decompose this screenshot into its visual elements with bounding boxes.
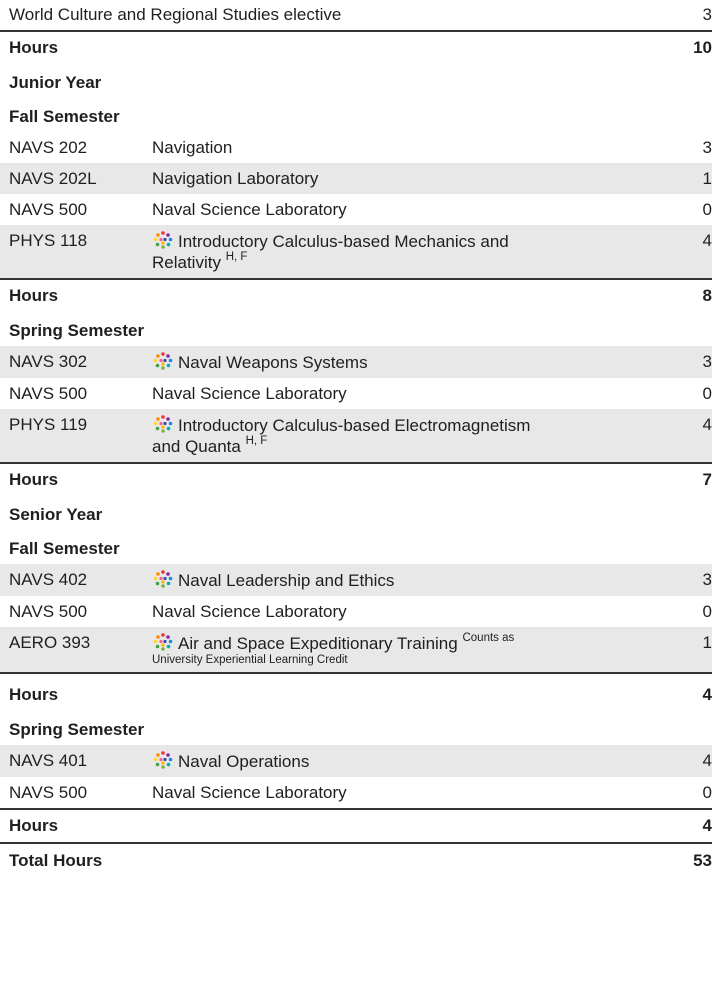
hours-value: 7 bbox=[672, 463, 712, 496]
course-hours: 4 bbox=[672, 225, 712, 279]
course-hours: 0 bbox=[702, 384, 712, 403]
campus-engagement-icon bbox=[152, 230, 174, 250]
course-code-link[interactable]: NAVS 500 bbox=[9, 200, 88, 219]
course-hours: 3 bbox=[702, 5, 712, 24]
course-code-link[interactable]: NAVS 500 bbox=[9, 384, 88, 403]
experiential-learning-note: Counts as bbox=[462, 632, 515, 645]
course-hours: 3 bbox=[672, 564, 712, 596]
course-title: Naval Weapons Systems bbox=[145, 346, 672, 378]
course-row bbox=[0, 163, 712, 194]
semester-heading: Fall Semester bbox=[9, 539, 120, 558]
hours-value: 8 bbox=[672, 279, 712, 312]
course-hours: 1 bbox=[672, 627, 712, 673]
total-hours-row bbox=[0, 843, 712, 871]
semester-hours-row bbox=[0, 463, 712, 496]
course-hours: 3 bbox=[702, 138, 712, 157]
hours-label: Hours bbox=[0, 31, 672, 64]
course-row bbox=[0, 132, 712, 163]
year-heading: Junior Year bbox=[9, 73, 102, 92]
course-title: Naval Operations bbox=[145, 745, 672, 777]
course-hours: 1 bbox=[672, 163, 712, 194]
total-hours-label: Total Hours bbox=[0, 843, 672, 871]
course-row bbox=[0, 596, 712, 627]
course-title: Air and Space Expeditionary Training $^{Counts as}$ University Experiential Learning Credit bbox=[145, 627, 672, 673]
course-code-link[interactable]: PHYS 119 bbox=[0, 409, 145, 463]
course-title: Navigation bbox=[152, 138, 233, 157]
course-title: Introductory Calculus-based Electromagnetism and Quanta $^{H, F}$ bbox=[145, 409, 672, 463]
course-row bbox=[0, 346, 712, 378]
course-title: Naval Science Laboratory bbox=[152, 602, 347, 621]
semester-hours-row bbox=[0, 31, 712, 64]
course-row bbox=[0, 0, 712, 31]
course-title: Navigation Laboratory bbox=[145, 163, 672, 194]
course-row bbox=[0, 564, 712, 596]
course-title: World Culture and Regional Studies elective bbox=[9, 5, 342, 24]
course-title: Naval Science Laboratory bbox=[152, 783, 347, 802]
course-row bbox=[0, 378, 712, 409]
course-code-link[interactable]: NAVS 202L bbox=[0, 163, 145, 194]
campus-engagement-icon bbox=[152, 569, 174, 589]
hours-label: Hours bbox=[0, 673, 672, 711]
hours-label: Hours bbox=[0, 279, 672, 312]
campus-engagement-icon bbox=[152, 351, 174, 371]
course-code-link[interactable]: NAVS 401 bbox=[0, 745, 145, 777]
course-title: Naval Leadership and Ethics bbox=[145, 564, 672, 596]
course-hours: 3 bbox=[672, 346, 712, 378]
semester-hours-row bbox=[0, 673, 712, 711]
course-code-link[interactable]: AERO 393 bbox=[0, 627, 145, 673]
course-row bbox=[0, 409, 712, 463]
semester-heading: Fall Semester bbox=[9, 107, 120, 126]
semester-heading: Spring Semester bbox=[9, 321, 145, 340]
course-hours: 0 bbox=[702, 783, 712, 802]
course-code-link[interactable]: NAVS 302 bbox=[0, 346, 145, 378]
course-hours: 4 bbox=[672, 745, 712, 777]
semester-hours-row bbox=[0, 279, 712, 312]
hours-label: Hours bbox=[0, 463, 672, 496]
hours-value: 10 bbox=[672, 31, 712, 64]
course-code-link[interactable]: PHYS 118 bbox=[0, 225, 145, 279]
course-row bbox=[0, 194, 712, 225]
course-hours: 0 bbox=[702, 602, 712, 621]
course-title: Introductory Calculus-based Mechanics and Relativity $^{H, F}$ bbox=[145, 225, 672, 279]
course-row bbox=[0, 745, 712, 777]
year-heading: Senior Year bbox=[9, 505, 103, 524]
hours-value: 4 bbox=[672, 809, 712, 843]
course-title: Naval Science Laboratory bbox=[152, 200, 347, 219]
course-code-link[interactable]: NAVS 500 bbox=[9, 602, 88, 621]
course-hours: 4 bbox=[672, 409, 712, 463]
campus-engagement-icon bbox=[152, 632, 174, 652]
hours-value: 4 bbox=[672, 673, 712, 711]
total-hours-value: 53 bbox=[672, 843, 712, 871]
course-title: Naval Science Laboratory bbox=[152, 384, 347, 403]
course-row bbox=[0, 777, 712, 809]
semester-hours-row bbox=[0, 809, 712, 843]
footnote-marker: H, F bbox=[225, 251, 248, 264]
campus-engagement-icon bbox=[152, 414, 174, 434]
course-code-link[interactable]: NAVS 500 bbox=[9, 783, 88, 802]
course-code-link[interactable]: NAVS 202 bbox=[9, 138, 88, 157]
footnote-marker: H, F bbox=[245, 435, 268, 448]
course-row bbox=[0, 225, 712, 279]
hours-label: Hours bbox=[0, 809, 672, 843]
course-code-link[interactable]: NAVS 402 bbox=[0, 564, 145, 596]
course-hours: 0 bbox=[702, 200, 712, 219]
semester-heading: Spring Semester bbox=[9, 720, 145, 739]
course-row bbox=[0, 627, 712, 673]
campus-engagement-icon bbox=[152, 750, 174, 770]
experiential-learning-note: University Experiential Learning Credit bbox=[152, 654, 348, 666]
